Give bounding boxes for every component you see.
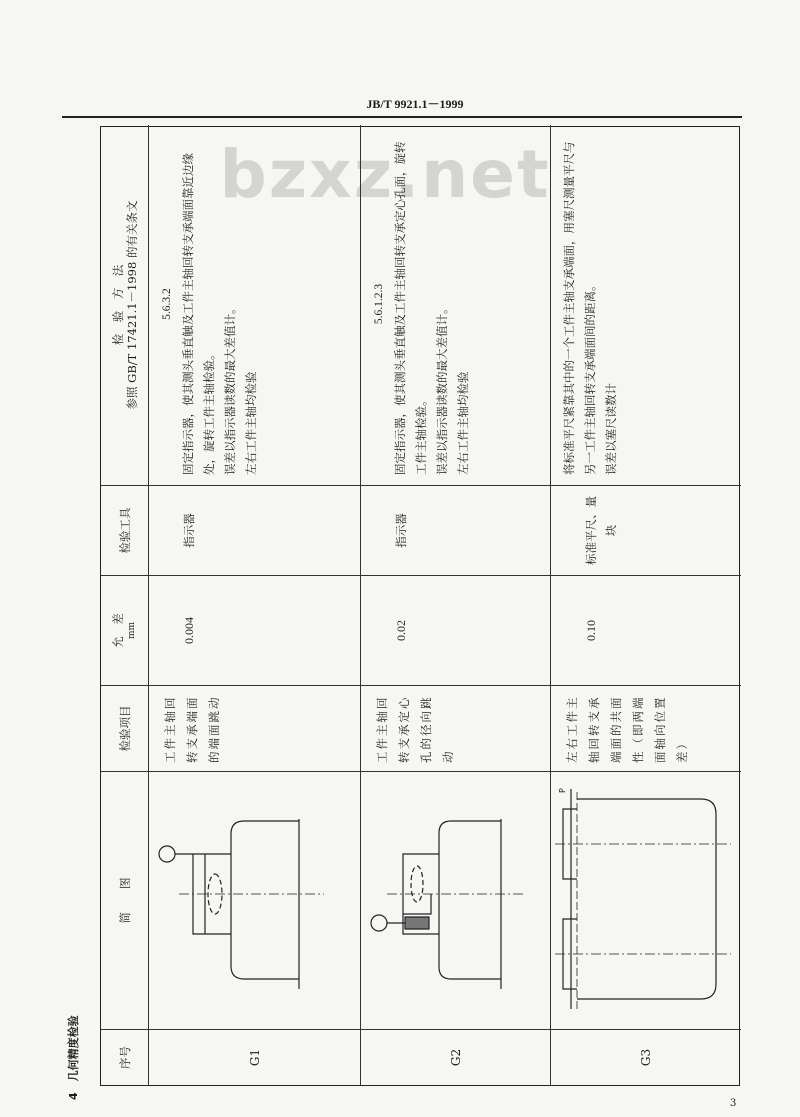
g3-diagram (551, 771, 741, 1029)
row-g1-method-line-2: 误差以指示器读数的最大差值计。 (223, 302, 237, 475)
row-g2-method-line-1: 固定指示器，使其测头垂直触及工件主轴回转支承定心孔面，旋转工件主轴检验。 (393, 141, 428, 475)
row-g2-method-line-2: 误差以指示器读数的最大差值计。 (435, 302, 449, 475)
row-g3-tolerance: 0.10 (551, 575, 741, 685)
row-g1-method-line-3: 左右工件主轴均检验 (244, 371, 258, 475)
row-g1-no: G1 (149, 1029, 361, 1085)
g2-center-bore (403, 894, 431, 914)
row-g1-tool: 指示器 (149, 485, 361, 575)
row-g3-item: 左右工件主轴回转支承端面的共面性（即两端面轴向位置差） (551, 685, 741, 771)
row-g1-method (149, 125, 361, 485)
g2-diagram (361, 771, 551, 1029)
g2-dial-indicator (371, 915, 387, 931)
watermark: bzxz.net (219, 136, 551, 213)
row-g2-no: G2 (361, 1029, 551, 1085)
row-g2-figure (361, 771, 551, 1029)
standard-header: JB/T 9921.1－1999 (366, 97, 464, 111)
row-g2-method (361, 125, 551, 485)
header-method-ref: 参照 GB/T 17421.1－1998 的有关条文 (124, 200, 139, 410)
row-g3-method-line-1: 将标准平尺紧靠其中的一个工件主轴支承端面，用塞尺测量平尺与另一工件主轴回转支承端面间的距离。 (562, 141, 597, 475)
row-g2-item: 工件主轴回转支承定心孔的径向跳动 (361, 685, 551, 771)
row-g3-figure (551, 771, 741, 1029)
row-g3-no: G3 (551, 1029, 741, 1085)
row-g2-clause: 5.6.1.2.3 (373, 283, 385, 325)
g2-rotation-arrow (411, 866, 423, 902)
header-rule (62, 116, 742, 118)
g1-diagram (149, 771, 361, 1029)
header-tolerance-unit: mm (126, 621, 137, 640)
header-figure: 简 图 (101, 771, 149, 1029)
row-g2-tool: 指示器 (361, 485, 551, 575)
header-tolerance (101, 575, 149, 685)
header-tolerance-label: 允 差 (110, 613, 125, 648)
row-g3-method (551, 125, 741, 485)
g3-bed (577, 799, 716, 999)
row-g1-clause: 5.6.3.2 (161, 288, 173, 320)
row-g2-tolerance: 0.02 (361, 575, 551, 685)
row-g1-tolerance: 0.004 (149, 575, 361, 685)
header-method (101, 125, 149, 485)
header-item: 检验项目 (101, 685, 149, 771)
header-no: 序号 (101, 1029, 149, 1085)
page-number: 3 (730, 1098, 737, 1109)
row-g3-tool: 标准平尺、量 块 (551, 485, 741, 575)
g2-probe-contact (405, 917, 429, 929)
row-g1-method-line-1: 固定指示器，使其测头垂直触及工件主轴回转支承端面靠近边缘处，旋转工件主轴检验。 (181, 153, 216, 475)
header-tool: 检验工具 (101, 485, 149, 575)
section-title: 4 几何精度检验 (67, 1015, 80, 1100)
header-method-label: 检 验 方 法 (110, 264, 125, 346)
table-wrap (100, 126, 740, 1086)
g3-mark: P (558, 788, 567, 793)
g2-body (439, 821, 501, 979)
g1-body (231, 821, 299, 979)
g1-dial-indicator (159, 846, 175, 862)
section-title-box (60, 940, 88, 1100)
inspection-table (100, 126, 740, 1086)
row-g3-method-line-2: 误差以塞尺读数计 (604, 383, 618, 475)
row-g1-item: 工件主轴回转支承端面的端面跳动 (149, 685, 361, 771)
row-g1-figure (149, 771, 361, 1029)
row-g2-method-line-3: 左右工件主轴均检验 (456, 371, 470, 475)
